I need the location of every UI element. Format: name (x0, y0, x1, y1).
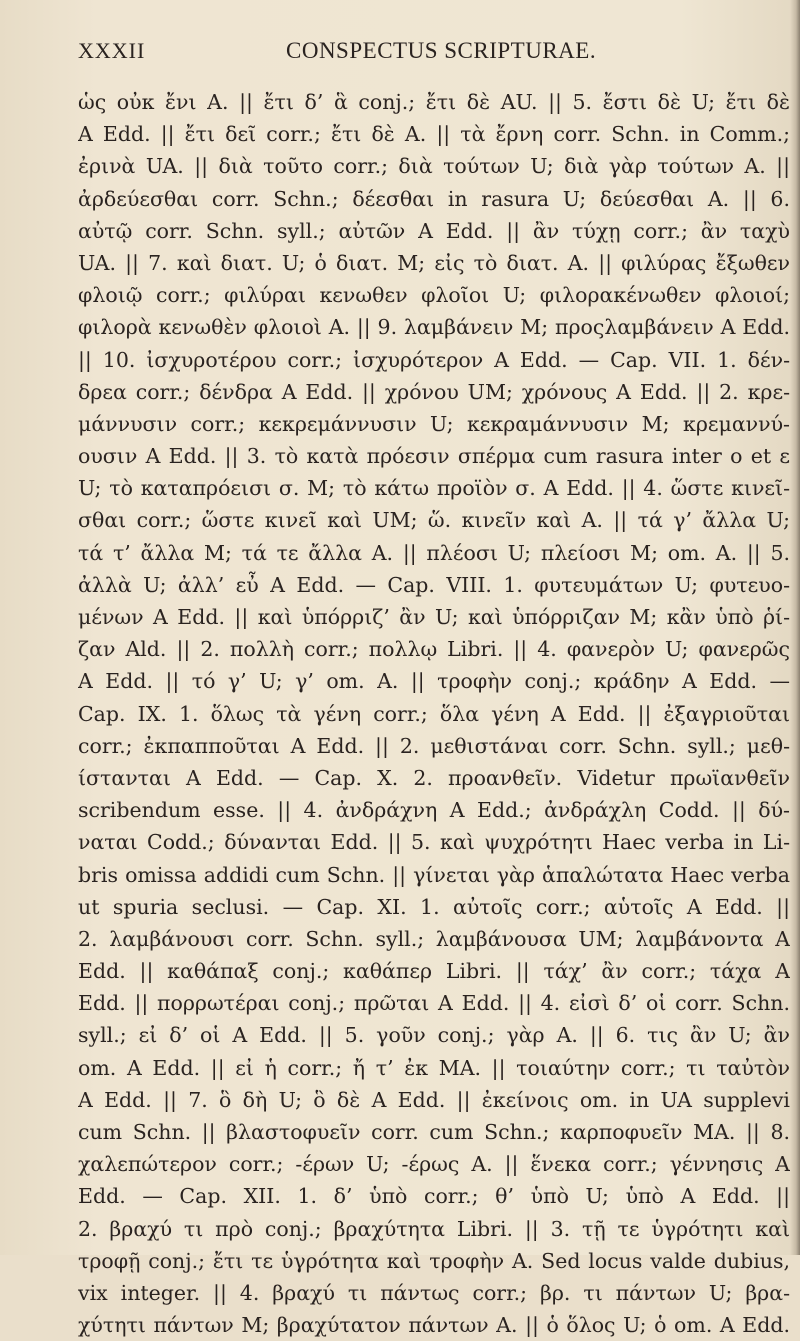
page-gutter-shadow (790, 0, 800, 1255)
text-line: ίστανται A Edd. — Cap. X. 2. προανθεῖν. Videtur πρωϊανθεῖν (78, 765, 790, 790)
text-line: μένων A Edd. || καὶ ὑπόρριζ’ ἂν U; καὶ ὑπόρριζαν M; κἂν ὑπὸ ῥί- (78, 605, 790, 629)
text-line: A Edd. || 7. ὃ δὴ U; ὃ δὲ A Edd. || ἐκείνοις om. in UA supplevi (78, 1087, 790, 1112)
text-line: σθαι corr.; ὥστε κινεῖ καὶ UM; ὥ. κινεῖν καὶ A. || τά γ’ ἄλλα U; (78, 508, 790, 533)
text-line: bris omissa addidi cum Schn. || γίνεται γὰρ ἁπαλώτατα Haec verba (78, 862, 790, 887)
page-number: XXXII (78, 38, 146, 63)
text-line: Edd. || καθάπαξ conj.; καθάπερ Libri. || τάχ’ ἂν corr.; τάχα A (78, 959, 790, 984)
text-line: corr.; ἐκπαπποῦται A Edd. || 2. μεθιστάναι corr. Schn. syll.; μεθ- (78, 733, 790, 758)
text-line: ὡς οὐκ ἔνι A. || ἔτι δ’ ἃ conj.; ἔτι δὲ AU. || 5. ἔστι δὲ U; ἔτι δὲ (78, 90, 790, 114)
text-line: ἀλλὰ U; ἀλλ’ εὖ A Edd. — Cap. VIII. 1. φυτευμάτων U; φυτευο- (78, 572, 790, 597)
text-line: scribendum esse. || 4. ἀνδράχνη A Edd.; ἀνδράχλη Codd. || δύ- (78, 798, 790, 823)
page-header (78, 38, 778, 78)
text-line: ζαν Ald. || 2. πολλὴ corr.; πολλῳ Libri. || 4. φανερὸν U; φανερῶς (78, 637, 790, 662)
text-line: δρεα corr.; δένδρα A Edd. || χρόνου UM; χρόνους A Edd. || 2. κρε- (78, 379, 790, 404)
text-line: cum Schn. || βλαστοφυεῖν corr. cum Schn.; καρποφυεῖν MA. || 8. (78, 1120, 790, 1144)
running-title: CONSPECTUS SCRIPTURAE. (286, 38, 597, 63)
text-line: syll.; εἰ δ’ οἱ A Edd. || 5. γοῦν conj.; γὰρ A. || 6. τις ἂν U; ἂν (78, 1023, 790, 1048)
text-line: 2. λαμβάνουσι corr. Schn. syll.; λαμβάνουσα UM; λαμβάνοντα A (78, 926, 790, 951)
apparatus-text (78, 86, 790, 1338)
text-line: UA. || 7. καὶ διατ. U; ὁ διατ. M; εἰς τὸ διατ. A. || φιλύρας ἔξωθεν (78, 250, 790, 275)
text-line: χύτητι πάντων M; βραχύτατον πάντων A. || ὁ ὅλος U; ὁ om. A Edd. (78, 1313, 790, 1338)
text-line: vix integer. || 4. βραχύ τι πάντως corr.; βρ. τι πάντων U; βρα- (78, 1280, 790, 1305)
text-line: μάννυσιν corr.; κεκρεμάννυσιν U; κεκραμάννυσιν M; κρεμαννύ- (78, 411, 790, 436)
text-line: ναται Codd.; δύνανται Edd. || 5. καὶ ψυχρότητι Haec verba in Li- (78, 830, 790, 855)
text-line: φλοιῷ corr.; φιλύραι κενωθεν φλοῖοι U; φιλορακένωθεν φλοιοί; (78, 283, 790, 308)
text-line: || 10. ἰσχυροτέρου corr.; ἰσχυρότερον A Edd. — Cap. VII. 1. δέν- (78, 347, 790, 372)
text-line: τροφῇ conj.; ἔτι τε ὑγρότητα καὶ τροφὴν A. Sed locus valde dubius, (78, 1248, 790, 1273)
text-line: Edd. — Cap. XII. 1. δ’ ὑπὸ corr.; θ’ ὑπὸ U; ὑπὸ A Edd. || (78, 1184, 790, 1209)
text-line: A Edd. || ἔτι δεῖ corr.; ἔτι δὲ A. || τὰ ἔρνη corr. Schn. in Comm.; (78, 122, 790, 147)
text-line: om. A Edd. || εἰ ἡ corr.; ἤ τ’ ἐκ MA. || τοιαύτην corr.; τι ταὐτὸν (78, 1055, 790, 1080)
text-line: Edd. || πορρωτέραι conj.; πρῶται A Edd. || 4. εἰσὶ δ’ οἱ corr. Schn. (78, 991, 790, 1016)
text-line: ἀρδεύεσθαι corr. Schn.; δέεσθαι in rasura U; δεύεσθαι A. || 6. (78, 186, 790, 211)
text-line: ut spuria seclusi. — Cap. XI. 1. αὐτοῖς corr.; αὑτοῖς A Edd. || (78, 894, 790, 919)
text-line: ἐρινὰ UA. || διὰ τοῦτο corr.; διὰ τούτων U; διὰ γὰρ τούτων A. || (78, 154, 790, 179)
text-line: φιλορὰ κενωθὲν φλοιοὶ A. || 9. λαμβάνειν M; προςλαμβάνειν A Edd. (78, 315, 790, 340)
text-line: U; τὸ καταπρόεισι σ. M; τὸ κάτω προϊὸν σ. A Edd. || 4. ὥστε κινεῖ- (78, 476, 790, 501)
text-line: 2. βραχύ τι πρὸ conj.; βραχύτητα Libri. || 3. τῇ τε ὑγρότητι καὶ (78, 1216, 790, 1241)
text-line: αὐτῷ corr. Schn. syll.; αὐτῶν A Edd. || ἂν τύχῃ corr.; ἂν ταχὺ (78, 218, 790, 243)
text-line: τά τ’ ἄλλα M; τά τε ἄλλα A. || πλέοσι U; πλείοσι M; om. A. || 5. (78, 540, 790, 565)
text-line: Cap. IX. 1. ὅλως τὰ γένη corr.; ὅλα γένη A Edd. || ἐξαγριοῦται (78, 701, 790, 726)
text-line: A Edd. || τό γ’ U; γ’ om. A. || τροφὴν conj.; κράδην A Edd. — (78, 669, 790, 694)
text-line: ουσιν A Edd. || 3. τὸ κατὰ πρόεσιν σπέρμα cum rasura inter ο et ε (78, 444, 790, 469)
text-line: χαλεπώτερον corr.; -έρων U; -έρως A. || ἕνεκα corr.; γέννησις A (78, 1152, 790, 1177)
